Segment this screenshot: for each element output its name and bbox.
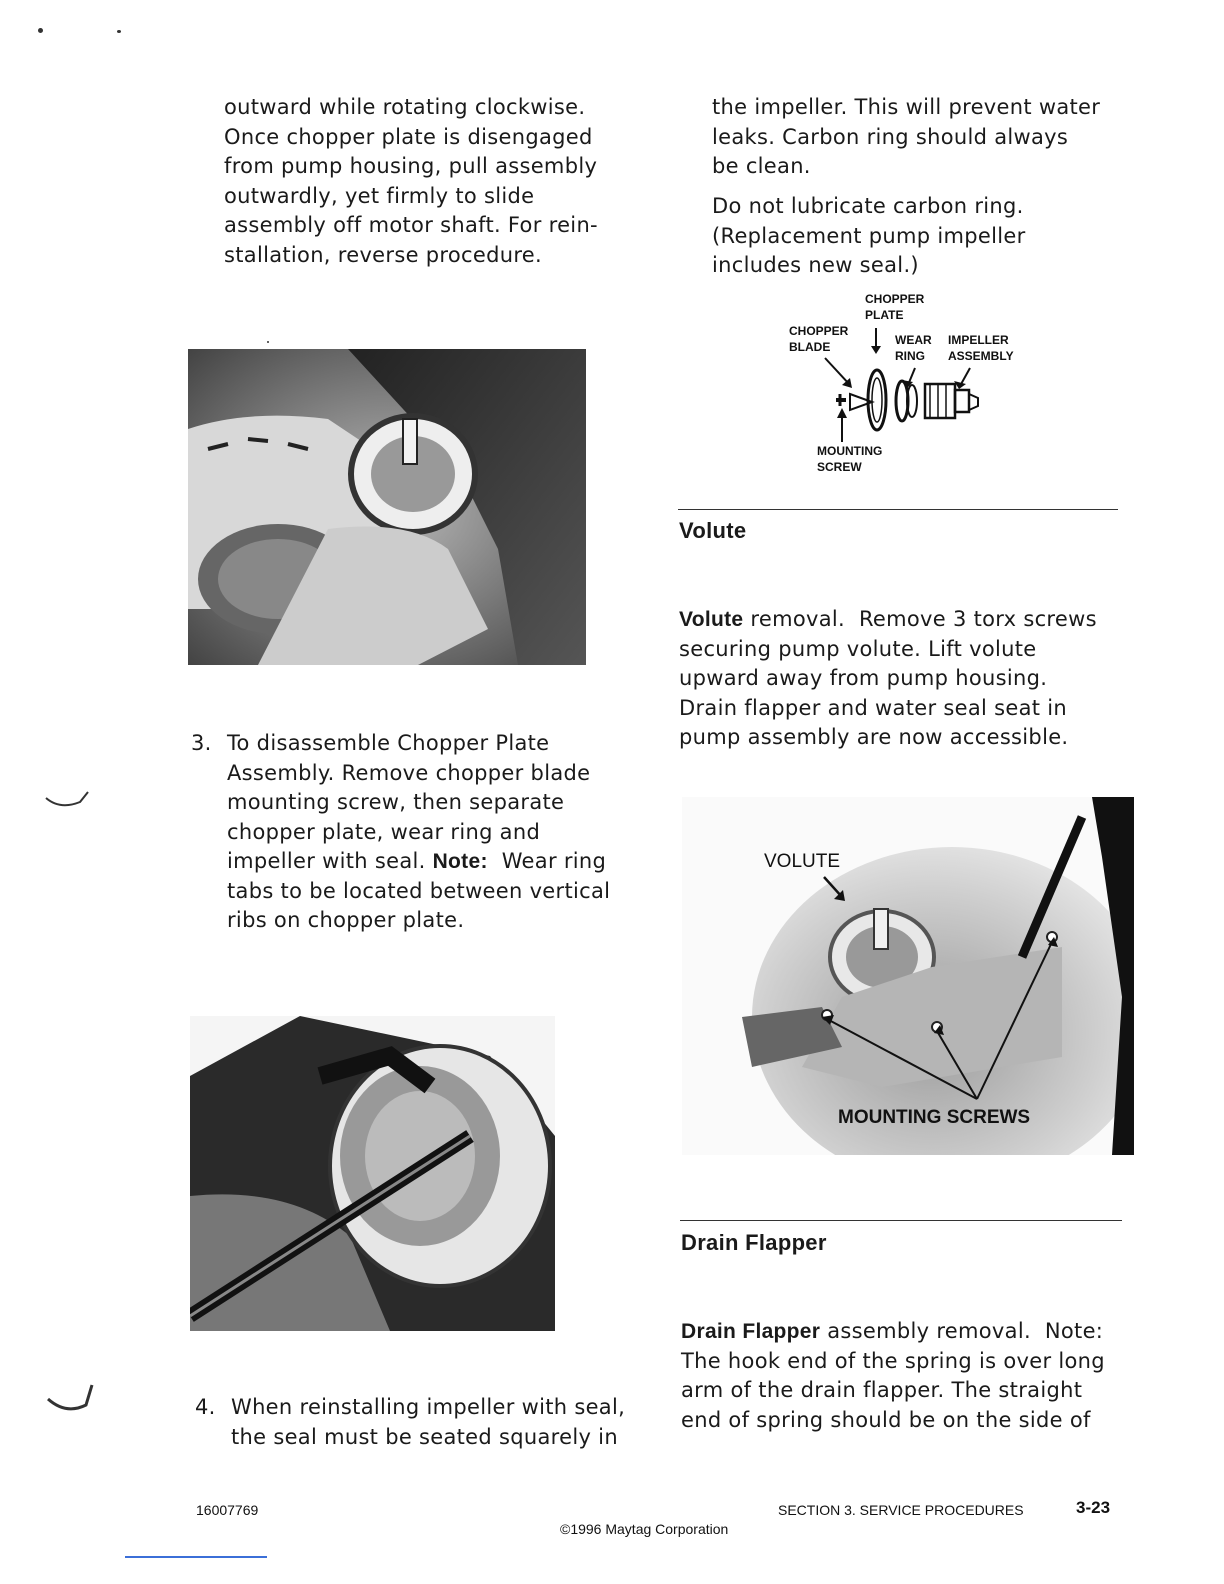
- text-line: mounting screw, then separate: [227, 790, 565, 814]
- label-chopper-plate: PLATE: [865, 308, 904, 322]
- text-line: from pump housing, pull assembly: [224, 154, 598, 178]
- label-chopper-blade: CHOPPER: [789, 324, 849, 338]
- photo-chopper-removal: [188, 349, 586, 665]
- text-line: securing pump volute. Lift volute: [679, 636, 1037, 661]
- text-line: chopper plate, wear ring and: [227, 819, 541, 844]
- continue-paragraph: [712, 93, 1132, 182]
- text-line: Drain flapper and water seal seat in: [679, 695, 1067, 720]
- label-impeller-assembly: ASSEMBLY: [948, 349, 1014, 363]
- text-span: Wear ring: [487, 849, 607, 873]
- text-line: the impeller. This will prevent water: [712, 95, 1101, 119]
- footer-section: SECTION 3. SERVICE PROCEDURES: [778, 1502, 1024, 1518]
- text-line: (Replacement pump impeller: [712, 223, 1026, 248]
- text-line: Once chopper plate is disengaged: [224, 124, 593, 149]
- text-line: stallation, reverse procedure.: [224, 242, 542, 267]
- text-line: upward away from pump housing.: [679, 666, 1048, 690]
- bottom-edge-line: [125, 1556, 267, 1558]
- section-divider: [680, 1220, 1122, 1221]
- scan-speck: [267, 341, 269, 343]
- intro-paragraph: [224, 93, 624, 270]
- footer-copyright: ©1996 Maytag Corporation: [560, 1521, 729, 1537]
- text-line: Do not lubricate carbon ring.: [712, 194, 1024, 218]
- footer-doc-number: 16007769: [196, 1502, 259, 1518]
- label-volute: VOLUTE: [764, 851, 841, 872]
- text-line: [227, 847, 610, 877]
- text-line: When reinstalling impeller with seal,: [231, 1395, 626, 1419]
- text-line: arm of the drain flapper. The straight: [681, 1378, 1083, 1402]
- text-line: Assembly. Remove chopper blade: [227, 760, 591, 785]
- text-span: assembly removal. Note:: [820, 1319, 1104, 1343]
- text-line: tabs to be located between vertical: [227, 878, 611, 903]
- label-mounting-screws: MOUNTING SCREWS: [838, 1107, 1031, 1128]
- chopper-assembly-diagram: [780, 290, 1040, 480]
- scan-speck: [117, 30, 121, 33]
- step-number: 4.: [195, 1395, 216, 1419]
- drain-flapper-paragraph: [681, 1317, 1126, 1435]
- scan-mark: [40, 780, 100, 820]
- step-number: 3.: [191, 731, 212, 755]
- text-line: the seal must be seated squarely in: [231, 1424, 618, 1449]
- label-impeller-assembly: IMPELLER: [948, 333, 1009, 347]
- label-mounting-screw: SCREW: [817, 460, 862, 474]
- section-divider: [678, 509, 1118, 510]
- footer-page-number: 3-23: [1076, 1498, 1111, 1517]
- label-chopper-blade: BLADE: [789, 340, 831, 354]
- section-heading-drain-flapper: Drain Flapper: [681, 1230, 827, 1255]
- text-line: To disassemble Chopper Plate: [227, 731, 550, 755]
- text-line: be clean.: [712, 154, 811, 178]
- note-label: Note:: [432, 850, 488, 873]
- section-heading-volute: Volute: [679, 518, 747, 543]
- text-line: The hook end of the spring is over long: [681, 1348, 1105, 1373]
- volute-paragraph: [679, 605, 1124, 753]
- text-line: outward while rotating clockwise.: [224, 95, 586, 119]
- label-wear-ring: WEAR: [895, 333, 932, 347]
- label-mounting-screw: MOUNTING: [817, 444, 883, 458]
- scan-speck: [38, 28, 43, 33]
- step-4: [195, 1393, 635, 1453]
- text-span: removal. Remove 3 torx screws: [743, 607, 1097, 631]
- text-line: leaks. Carbon ring should always: [712, 124, 1069, 149]
- photo-chopper-disassembly: [190, 1016, 555, 1331]
- text-line: assembly off motor shaft. For rein-: [224, 213, 598, 237]
- text-line: ribs on chopper plate.: [227, 908, 465, 932]
- text-line: outwardly, yet firmly to slide: [224, 183, 535, 208]
- text-line: [679, 605, 1124, 635]
- label-wear-ring: RING: [895, 349, 925, 363]
- text-line: [681, 1317, 1126, 1347]
- text-line: pump assembly are now accessible.: [679, 725, 1069, 749]
- bold-term: Drain Flapper: [681, 1320, 821, 1343]
- label-chopper-plate: CHOPPER: [865, 292, 925, 306]
- carbon-ring-paragraph: [712, 192, 1132, 281]
- text-line: end of spring should be on the side of: [681, 1407, 1091, 1432]
- text-line: includes new seal.): [712, 253, 919, 277]
- step-3: [191, 729, 631, 939]
- bold-term: Volute: [679, 608, 744, 631]
- exploded-parts-drawing: [780, 290, 1040, 480]
- scan-mark: [42, 1375, 102, 1425]
- text-span: impeller with seal.: [227, 849, 433, 873]
- photo-volute: [682, 797, 1134, 1155]
